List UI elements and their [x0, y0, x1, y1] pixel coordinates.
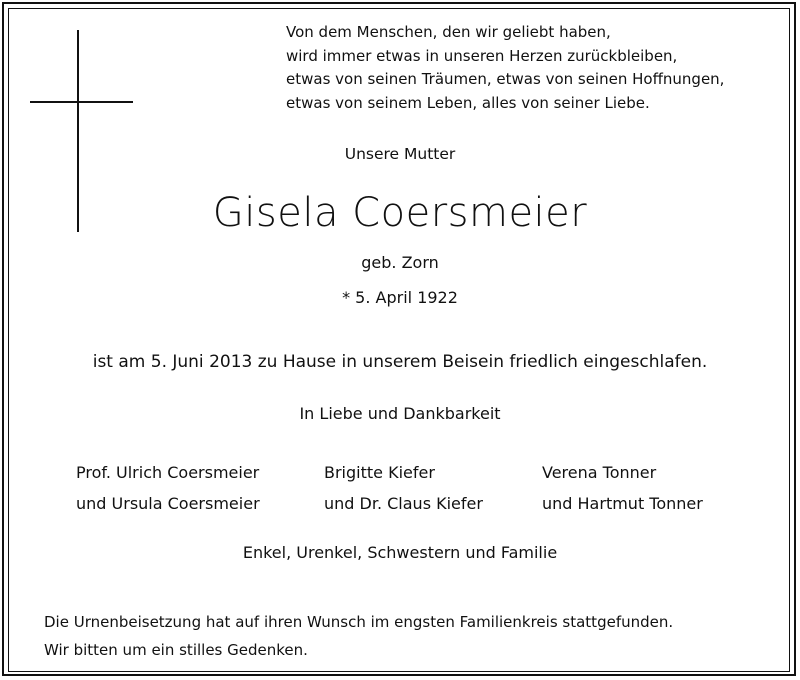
footer-line: Wir bitten um ein stilles Gedenken.: [44, 640, 308, 659]
birth-name: geb. Zorn: [361, 253, 439, 272]
footer-line: Die Urnenbeisetzung hat auf ihren Wunsch im engsten Familienkreis stattgefunden.: [44, 613, 674, 631]
mourner-name: und Hartmut Tonner: [542, 494, 703, 513]
mourner-name: Verena Tonner: [542, 463, 657, 482]
birth-date: * 5. April 1922: [342, 288, 458, 307]
poem-line: etwas von seinen Träumen, etwas von seinen Hoffnungen,: [286, 70, 725, 88]
burial-note: [44, 609, 673, 664]
mourner-group: [542, 457, 703, 519]
mourner-group: [324, 457, 483, 519]
cross-horizontal-bar: [30, 101, 133, 103]
mourner-group: [76, 457, 260, 519]
mourner-name: Prof. Ulrich Coersmeier: [76, 463, 260, 482]
poem-line: wird immer etwas in unseren Herzen zurückbleiben,: [286, 46, 678, 65]
family-line: Enkel, Urenkel, Schwestern und Familie: [242, 543, 558, 562]
poem-line: Von dem Menschen, den wir geliebt haben,: [286, 23, 611, 41]
poem-line: etwas von seinem Leben, alles von seiner Liebe.: [286, 93, 650, 112]
mourner-name: und Ursula Coersmeier: [76, 494, 260, 513]
mourner-name: Brigitte Kiefer: [324, 463, 435, 482]
intro-line: Unsere Mutter: [344, 145, 456, 163]
thanks-line: In Liebe und Dankbarkeit: [299, 404, 501, 423]
mourner-name: und Dr. Claus Kiefer: [324, 494, 483, 513]
death-statement: ist am 5. Juni 2013 zu Hause in unserem Beisein friedlich eingeschlafen.: [92, 352, 708, 372]
deceased-name: Gisela Coersmeier: [212, 190, 588, 236]
memorial-poem: [286, 21, 724, 115]
